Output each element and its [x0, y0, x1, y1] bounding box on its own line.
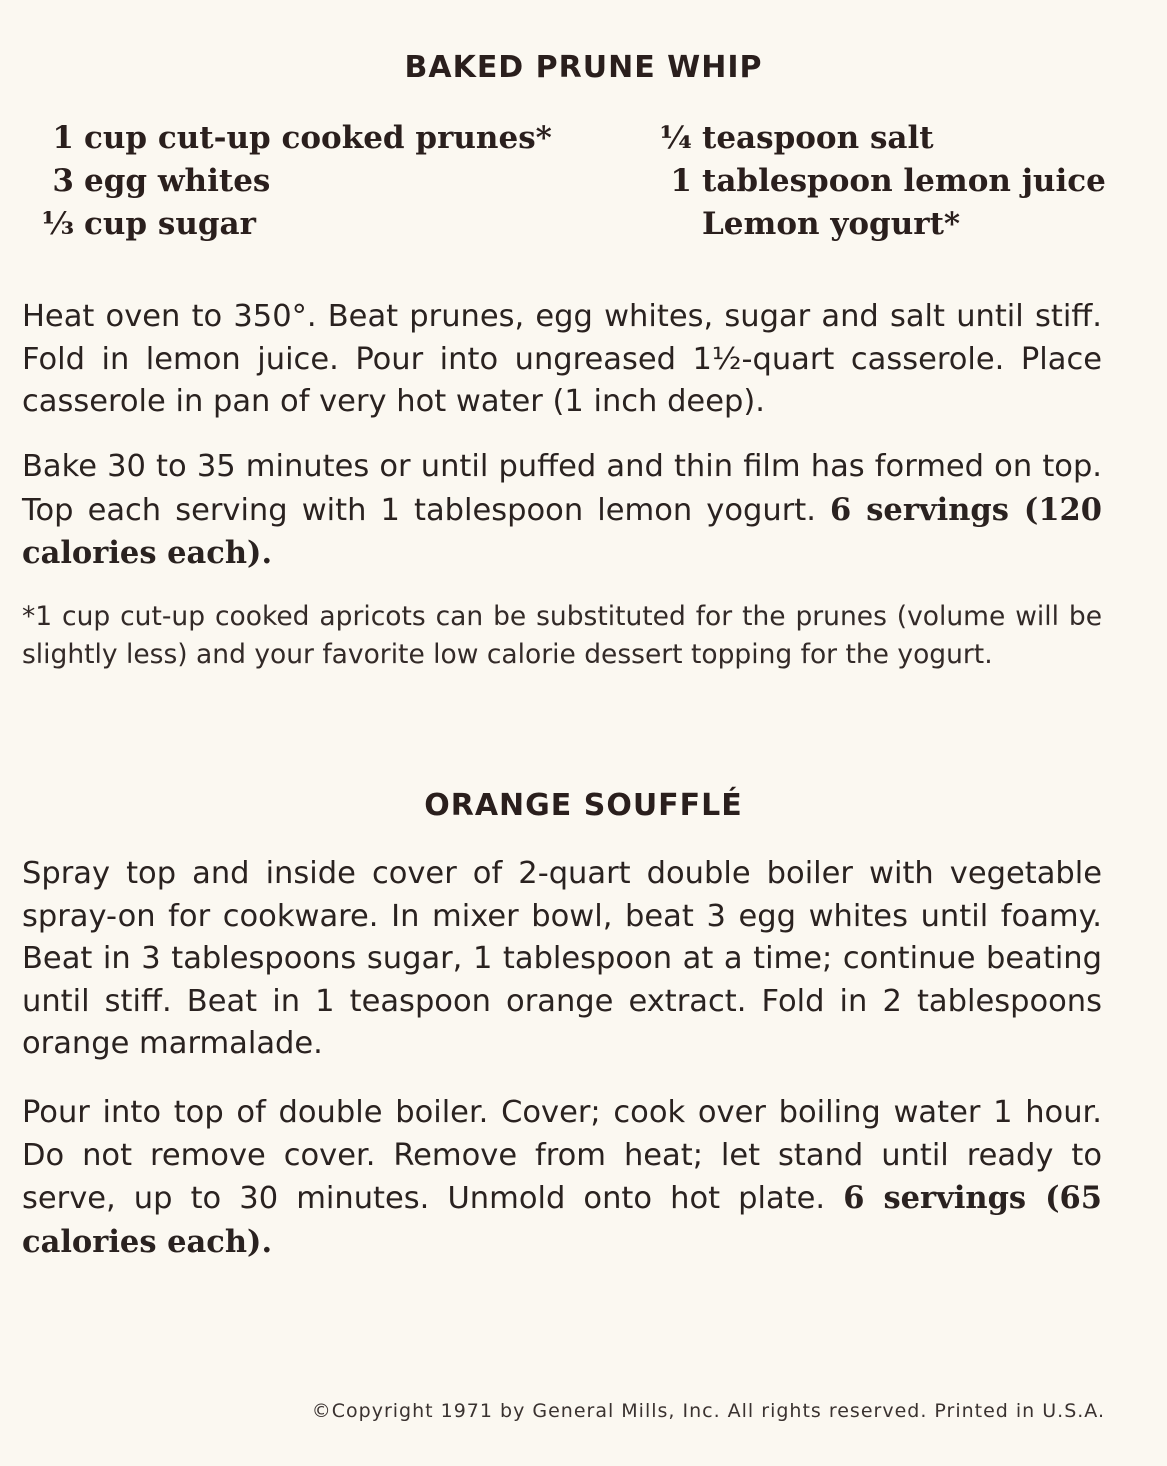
servings-yield: 6 servings (65 calories each).	[22, 1180, 1102, 1260]
ingredient-item: ¼ teaspoon salt	[659, 120, 934, 156]
instructions-paragraph	[22, 1092, 1102, 1264]
ingredient-item: Lemon yogurt*	[702, 206, 961, 242]
ingredient-item: 1 tablespoon lemon juice	[670, 163, 1106, 199]
ingredient-list-left	[22, 117, 552, 246]
recipe-title-baked-prune-whip: BAKED PRUNE WHIP	[404, 50, 763, 85]
recipe-title-orange-souffle: ORANGE SOUFFLÉ	[424, 788, 743, 823]
instructions-paragraph	[22, 446, 1102, 576]
instructions-text: Bake 30 to 35 minutes or until puffed and thin film has formed on top. Top each serving with 1 tablespoon lemon yogurt.	[22, 449, 1102, 528]
instructions-paragraph: Spray top and inside cover of 2-quart double boiler with vegetable spray-on for cookware. In mixer bowl, beat 3 egg whites until foamy. Beat in 3 tablespoons sugar, 1 tablespoon at a time; continue beating until stiff. Beat in 1 teaspoon orange extract. Fold in 2 tablespoons orange marmalade.	[22, 856, 1102, 1061]
servings-yield: 6 servings (120 calories each).	[22, 491, 1102, 571]
instructions-text: Pour into top of double boiler. Cover; cook over boiling water 1 hour. Do not remove cover. Remove from heat; let stand until ready to serve, up to 30 minutes. Unmold onto hot plate.	[22, 1095, 1102, 1216]
ingredient-list-right	[652, 117, 1106, 246]
ingredient-item: 1 cup cut-up cooked prunes*	[52, 120, 552, 156]
instructions-paragraph: Heat oven to 350°. Beat prunes, egg whites, sugar and salt until stiff. Fold in lemon juice. Pour into ungreased 1½-quart casserole. Place casserole in pan of very hot water (1 inch deep).	[22, 299, 1102, 419]
ingredient-item: ⅓ cup sugar	[41, 206, 256, 242]
ingredient-item: 3 egg whites	[52, 163, 271, 199]
copyright-notice: ©Copyright 1971 by General Mills, Inc. All rights reserved. Printed in U.S.A.	[311, 1400, 1105, 1422]
substitution-note: *1 cup cut-up cooked apricots can be substituted for the prunes (volume will be slightly less) and your favorite low calorie dessert topping for the yogurt.	[22, 601, 1102, 670]
